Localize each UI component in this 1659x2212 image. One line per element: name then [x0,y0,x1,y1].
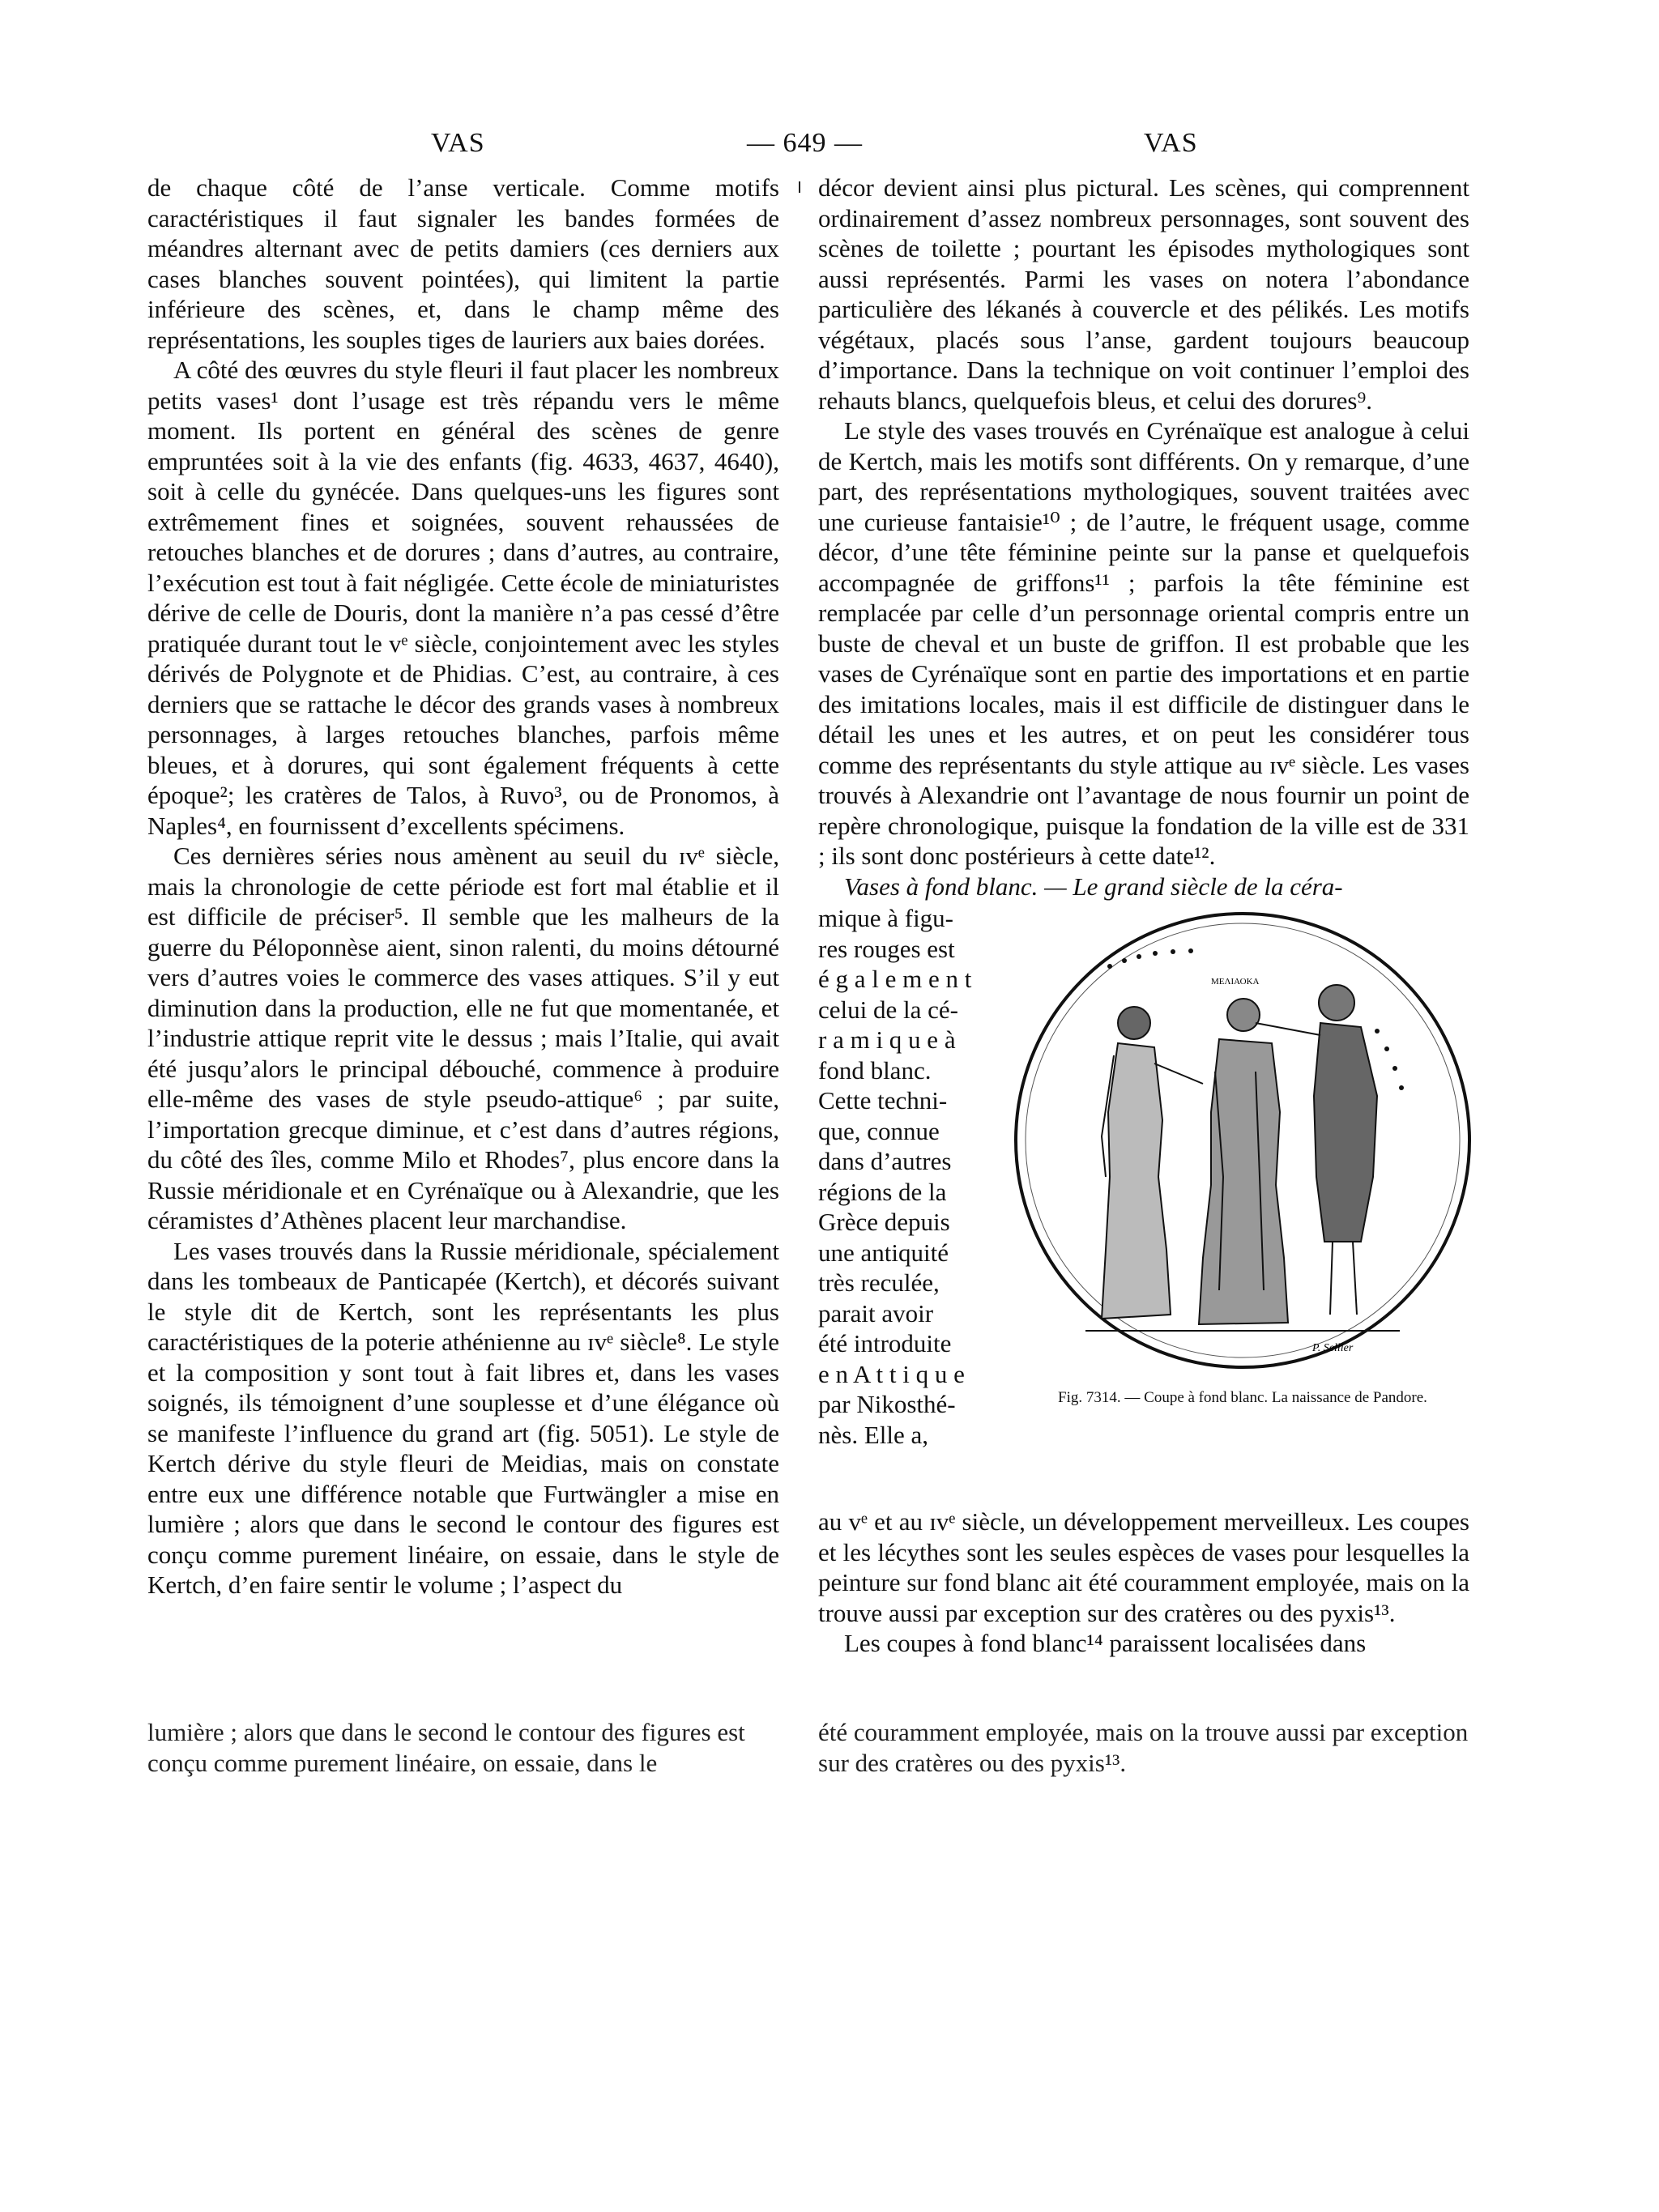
wrapped-text-line: r a m i q u e à [818,1025,956,1054]
paragraph: Le style des vases trouvés en Cyrénaïque est analogue à celui de Kertch, mais les motifs sont différents. On y remarque, d’une part, des représentations mythologiques, souvent traitées avec une curieuse fantaisie¹⁰ ; de l’autre, le fréquent usage, comme décor, d’une tête féminine peinte sur la panse et quelquefois accompagnée de griffons¹¹ ; parfois la tête féminine est remplacée par celle d’un personnage oriental compris entre un buste de cheval et un buste de griffon. Il est probable que les vases de Cyrénaïque sont en partie des importations et en partie des imitations locales, mais il est difficile de distinguer dans le détail les unes et les autres, et on peut les considérer tous comme des représentants du style attique au ɪvᵉ siècle. Les vases trouvés à Alexandrie ont l’avantage de nous fournir un point de repère chronologique, puisque la fondation de la ville est de 331 ; ils sont donc postérieurs à cette date¹². [818,416,1469,870]
wrapped-text-line: une antiquité [818,1238,949,1267]
paragraph: Les coupes à fond blanc¹⁴ paraissent localisées dans [844,1629,1367,1657]
wrapped-text-line: été introduite [818,1329,952,1357]
wrapped-text-line: e n A t t i q u e [818,1359,965,1388]
wrapped-text [818,903,1004,1450]
wrapped-text-line: fond blanc. [818,1055,932,1085]
wrapped-text-line: nès. Elle a, [818,1420,929,1449]
figure [1013,910,1473,1413]
paragraph: Les vases trouvés dans la Russie méridionale, spécialement dans les tombeaux de Panticapée (Kertch), et décorés suivant le style dit de Kertch, sont les représentants les plus caractéristiques de la poterie athénienne au ɪvᵉ siècle⁸. Le style et la composition y sont tout à fait libres et, dans les vases soignés, ils témoignent d’une souplesse et d’une élégance où se manifeste l’influence du grand art (fig. 5051). Le style de Kertch dérive du style fleuri de Meidias, mais on constate entre eux une différence notable que Furtwängler a mise en lumière ; alors que dans le second le contour des figures est conçu comme purement linéaire, on essaie, dans le style de Kertch, d’en faire sentir le volume ; l’aspect du [147,1236,779,1599]
cup-illustration [1013,910,1473,1371]
wrapped-text-line: Grèce depuis [818,1208,950,1236]
paragraph: de chaque côté de l’anse verticale. Comme motifs caractéristiques il faut signaler les bandes formées de méandres alternant avec de petits damiers (ces derniers aux cases blanches souvent pointées), qui limitent la partie inférieure des scènes, et, dans le champ même des représentations, les souples tiges de lauriers aux baies dorées. [147,173,779,354]
figure-block [818,903,1469,1507]
wrapped-text-line: parait avoir [818,1298,934,1328]
paragraph: A côté des œuvres du style fleuri il faut placer les nombreux petits vases¹ dont l’usage est très répandu vers le même moment. Ils portent en général des scènes de genre empruntées soit à la vie des enfants (fig. 4633, 4637, 4640), soit à celle du gynécée. Dans quelques-uns les figures sont extrêmement fines et soignées, souvent rehaussées de retouches blanches et de dorures ; dans d’autres, au contraire, l’exécution est tout à fait négligée. Cette école de miniaturistes dérive de celle de Douris, dont la manière n’a pas cessé d’être pratiquée durant tout le vᵉ siècle, conjointement avec les styles dérivés de Polygnote et de Phidias. C’est, au contraire, à ces derniers que se rattache le décor des grands vases à nombreux personnages, à larges retouches blanches, parfois même bleues, et à dorures, qui sont également fréquents à cette époque²; les cratères de Talos, à Ruvo³, ou de Pronomos, à Naples⁴, en fournissent d’excellents spécimens. [147,356,779,840]
left-column [147,173,779,1930]
paragraph: décor devient ainsi plus pictural. Les scènes, qui comprennent ordinairement d’assez nombreux personnages, sont souvent des scènes de toilette ; pourtant les épisodes mythologiques sont aussi représentés. Parmi les vases on notera l’abondance particulière des lékanés à couvercle et des pélikés. Les motifs végétaux, placés sous l’anse, gardent toujours beaucoup d’importance. Dans la technique on voit continuer l’emploi des rehauts blancs, quelquefois bleus, et celui des dorures⁹. [818,173,1469,415]
wrapped-text-line: par Nikosthé- [818,1390,956,1418]
artist-signature: P. Sellier [1312,1342,1354,1354]
wrapped-text-line: res rouges est [818,934,955,963]
wrapped-text-line: é g a l e m e n t [818,965,972,993]
vase-inscription: ΜΕΛΙΑΟΚΑ [1211,977,1260,987]
wrapped-text-line: régions de la [818,1177,947,1206]
wrapped-text-line: dans d’autres [818,1147,952,1175]
section-lead: Vases à fond blanc. — Le grand siècle de la céra- [844,872,1343,901]
scan-overlap-left: lumière ; alors que dans le second le contour des figures est conçu comme purement linéaire, on essaie, dans le [147,1718,745,1777]
page-number: — 649 — [747,128,863,158]
scan-overlap-right: été couramment employée, mais on la trouve aussi par exception sur des cratères ou des pyxis¹³. [818,1718,1469,1777]
figure-caption: Fig. 7314. — Coupe à fond blanc. La naissance de Pandore. [1058,1389,1427,1406]
wrapped-text-line: très reculée, [818,1268,940,1297]
wrapped-text-line: que, connue [818,1116,940,1145]
paragraph [818,872,1469,902]
wrapped-text-line: mique à figu- [818,904,954,932]
running-head-left: VAS [431,128,485,158]
right-column [818,173,1469,1659]
paragraph: Ces dernières séries nous amènent au seuil du ɪvᵉ siècle, mais la chronologie de cette période est fort mal établie et il est difficile de préciser⁵. Il semble que les malheurs de la guerre du Péloponnèse aient, sinon ralenti, du moins détourné vers d’autres voies le commerce des vases attiques. S’il y eut diminution dans la production, elle ne fut que momentanée, et l’industrie attique reprit vite le dessus ; mais l’Italie, qui avait été jusqu’alors le principal débouché, commence à produire elle-même des vases de style pseudo-attique⁶ ; par suite, l’importation grecque diminue, et c’est dans d’autres régions, du côté des îles, comme Milo et Rhodes⁷, plus encore dans la Russie méridionale et en Cyrénaïque ou à Alexandrie, que les céramistes d’Athènes placent leur marchandise. [147,842,779,1234]
running-head-right: VAS [1144,128,1198,158]
wrapped-text-line: Cette techni- [818,1086,948,1115]
wrapped-text-line: celui de la cé- [818,995,958,1024]
column-rule [799,181,800,193]
paragraph: au vᵉ et au ɪvᵉ siècle, un développement merveilleux. Les coupes et les lécythes sont les seules espèces de vases pour lesquelles la peinture sur fond blanc ait été couramment employée, mais on la trouve aussi par exception sur des cratères ou des pyxis¹³. [818,1507,1469,1627]
